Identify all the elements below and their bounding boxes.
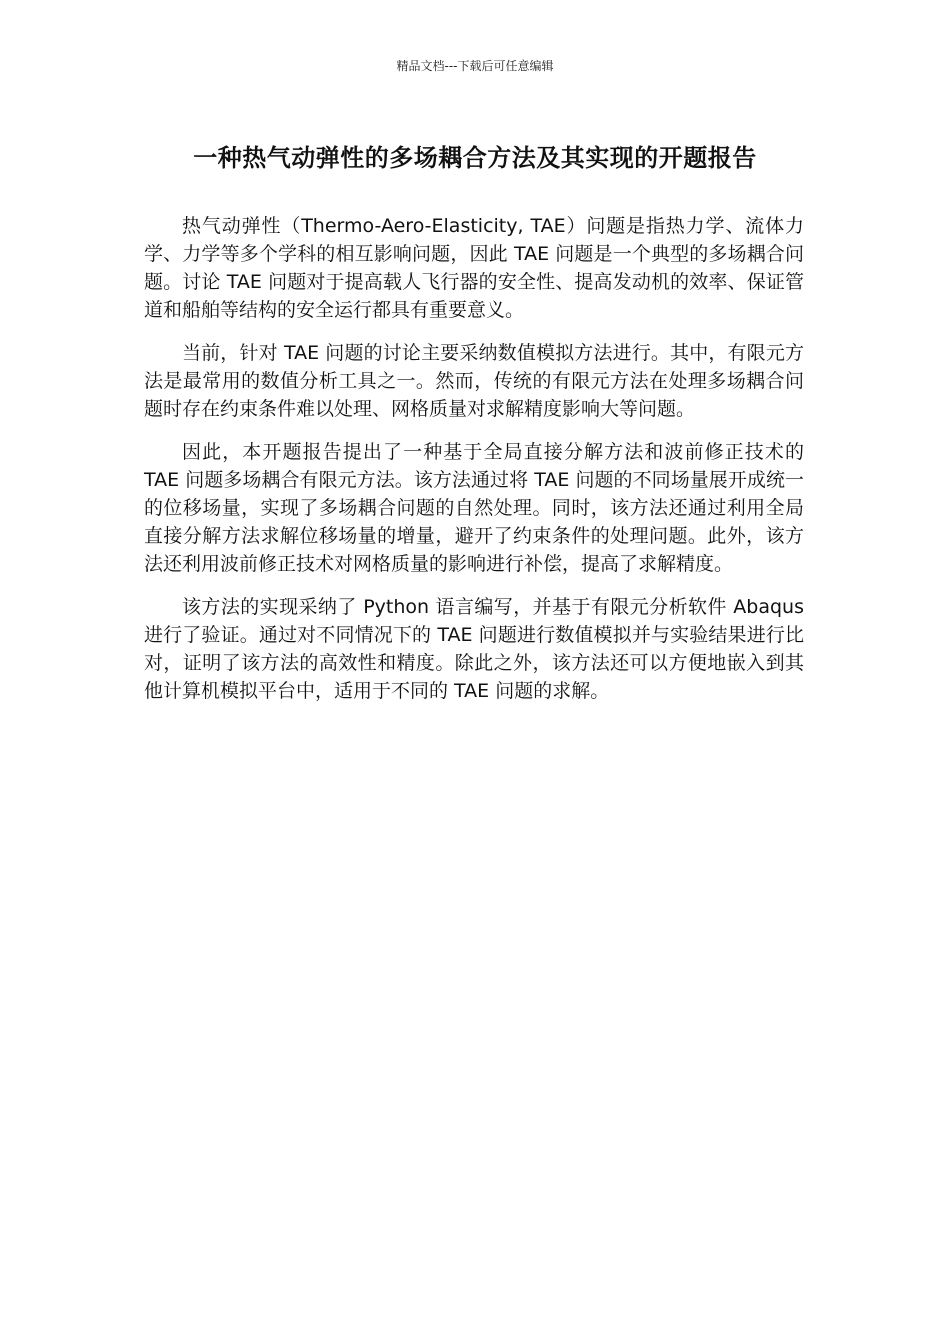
document-title: 一种热气动弹性的多场耦合方法及其实现的开题报告 [193, 144, 757, 172]
document-body [144, 212, 804, 720]
paragraph-3: 因此，本开题报告提出了一种基于全局直接分解方法和波前修正技术的 TAE 问题多场耦合有限元方法。该方法通过将 TAE 问题的不同场量展开成统一的位移场量，实现了多场耦合问题的自然处理。同时，该方法还通过利用全局直接分解方法求解位移场量的增量，避开了约束条件的处理问题。此外，该方法还利用波前修正技术对网格质量的影响进行补偿，提高了求解精度。 [144, 441, 804, 575]
header-note: 精品文档---下载后可任意编辑 [396, 59, 554, 73]
paragraph-1: 热气动弹性（Thermo-Aero-Elasticity, TAE）问题是指热力学、流体力学、力学等多个学科的相互影响问题，因此 TAE 问题是一个典型的多场耦合问题。讨论 TAE 问题对于提高载人飞行器的安全性、提高发动机的效率、保证管道和船舶等结构的安全运行都具有重要意义。 [144, 215, 804, 321]
paragraph-2: 当前，针对 TAE 问题的讨论主要采纳数值模拟方法进行。其中，有限元方法是最常用的数值分析工具之一。然而，传统的有限元方法在处理多场耦合问题时存在约束条件难以处理、网格质量对求解精度影响大等问题。 [144, 342, 804, 420]
paragraph-4: 该方法的实现采纳了 Python 语言编写，并基于有限元分析软件 Abaqus 进行了验证。通过对不同情况下的 TAE 问题进行数值模拟并与实验结果进行比对，证明了该方法的高效性和精度。除此之外，该方法还可以方便地嵌入到其他计算机模拟平台中，适用于不同的 TAE 问题的求解。 [144, 596, 804, 702]
